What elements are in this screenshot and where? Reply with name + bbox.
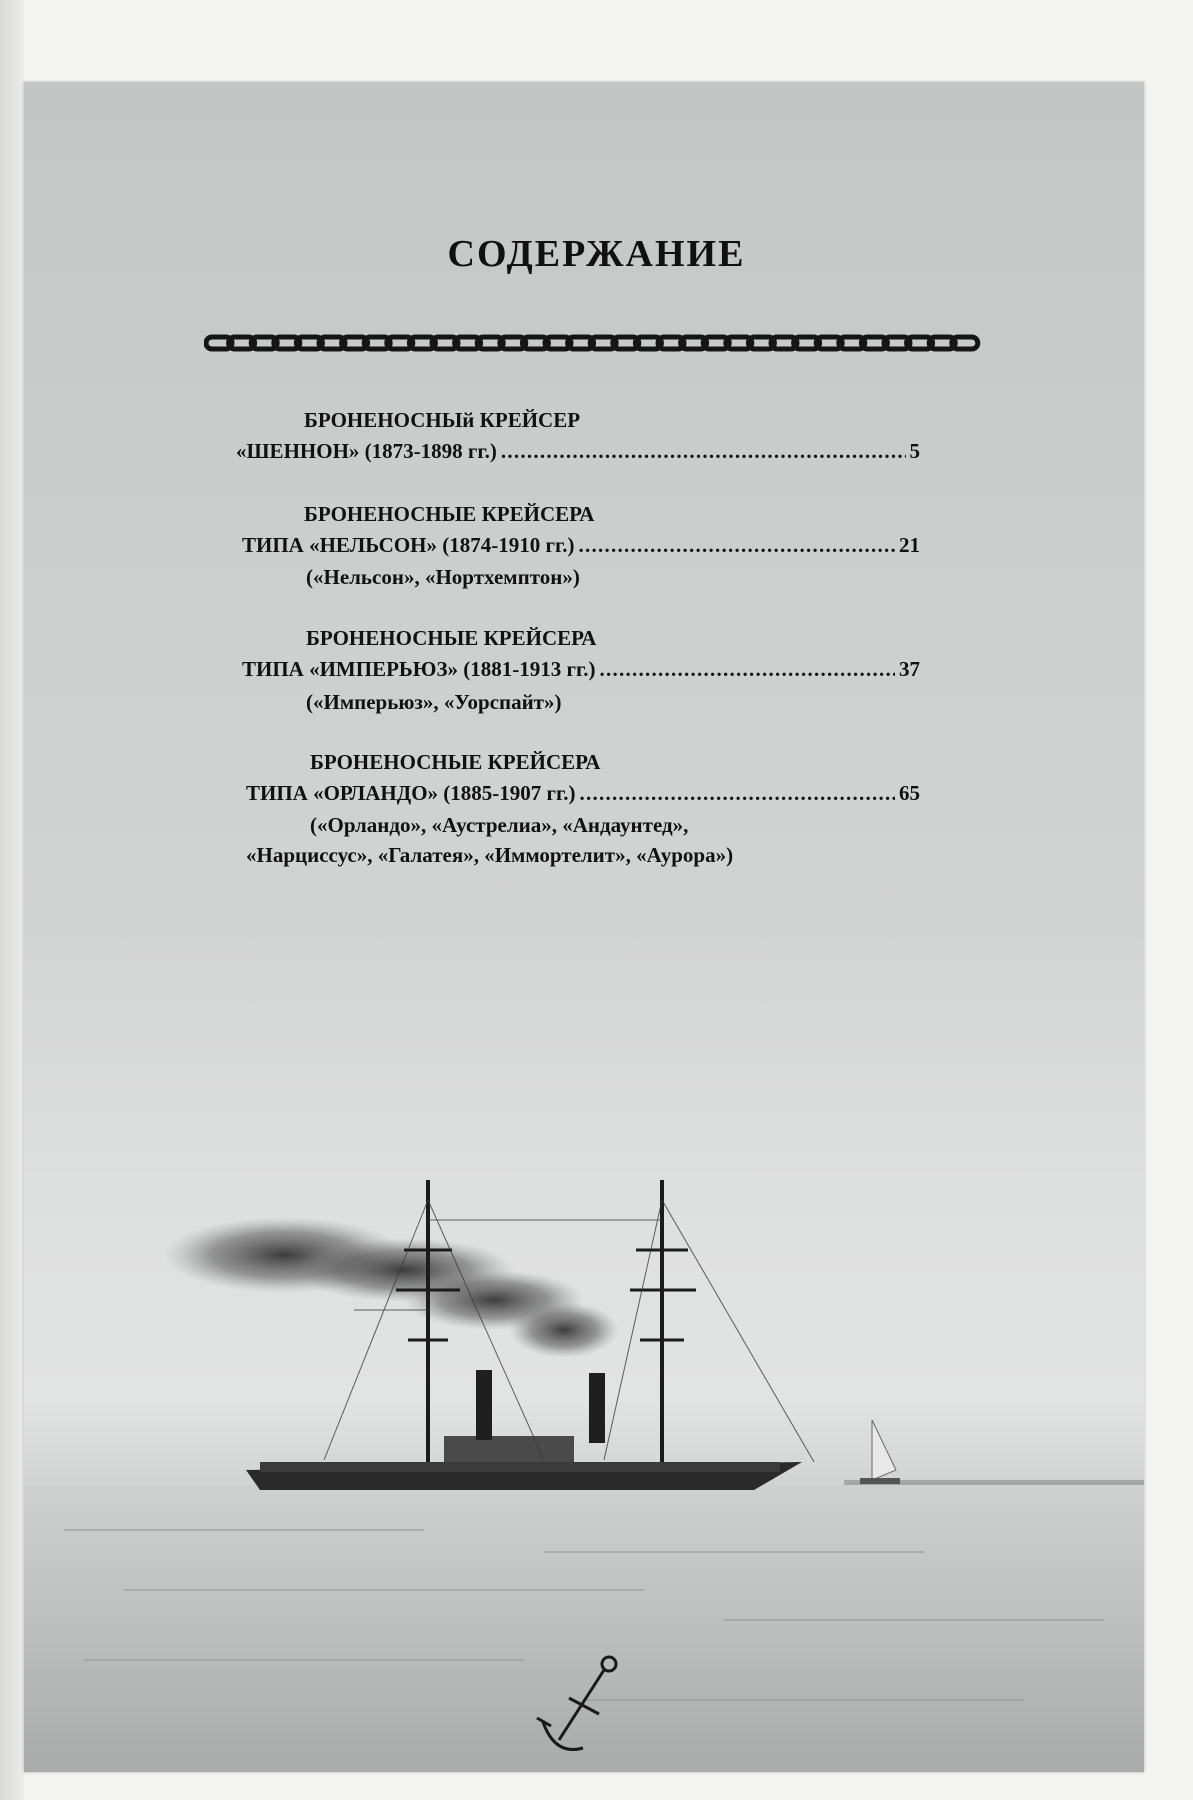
steam-cruiser-photo bbox=[24, 1180, 1144, 1772]
toc-page-number: 5 bbox=[909, 439, 920, 463]
toc-heading: БРОНЕНОСНЫЕ КРЕЙСЕРА bbox=[310, 750, 601, 774]
toc-heading: БРОНЕНОСНЫЕ КРЕЙСЕРА bbox=[304, 502, 595, 526]
chain-icon bbox=[204, 332, 984, 354]
toc-leader bbox=[599, 657, 895, 682]
toc-entry[interactable] bbox=[236, 439, 920, 464]
toc-ships: («Имперьюз», «Уорспайт») bbox=[306, 690, 562, 714]
toc-title: ТИПА «ИМПЕРЬЮЗ» (1881-1913 гг.) bbox=[242, 657, 596, 681]
toc-entry[interactable] bbox=[242, 533, 920, 558]
page-title: СОДЕРЖАНИЕ bbox=[447, 233, 746, 275]
toc-ships: («Орландо», «Аустрелиа», «Андаунтед», bbox=[310, 813, 689, 837]
toc-leader bbox=[579, 781, 895, 806]
toc-page-number: 21 bbox=[899, 533, 920, 557]
toc-leader bbox=[578, 533, 895, 558]
toc-entry[interactable] bbox=[242, 657, 920, 682]
toc-page-number: 65 bbox=[899, 781, 920, 805]
toc-heading: БРОНЕНОСНЫй КРЕЙСЕР bbox=[304, 408, 581, 432]
toc-title: ТИПА «ОРЛАНДО» (1885-1907 гг.) bbox=[246, 781, 576, 805]
toc-page-number: 37 bbox=[899, 657, 920, 681]
toc-title: «ШЕННОН» (1873-1898 гг.) bbox=[236, 439, 497, 463]
toc-title: ТИПА «НЕЛЬСОН» (1874-1910 гг.) bbox=[242, 533, 575, 557]
toc-leader bbox=[501, 439, 906, 464]
toc-ships: («Нельсон», «Нортхемптон») bbox=[306, 565, 580, 589]
toc-heading: БРОНЕНОСНЫЕ КРЕЙСЕРА bbox=[306, 626, 597, 650]
toc-ships: «Нарциссус», «Галатея», «Иммортелит», «Аурора») bbox=[246, 843, 734, 867]
toc-entry[interactable] bbox=[246, 781, 920, 806]
